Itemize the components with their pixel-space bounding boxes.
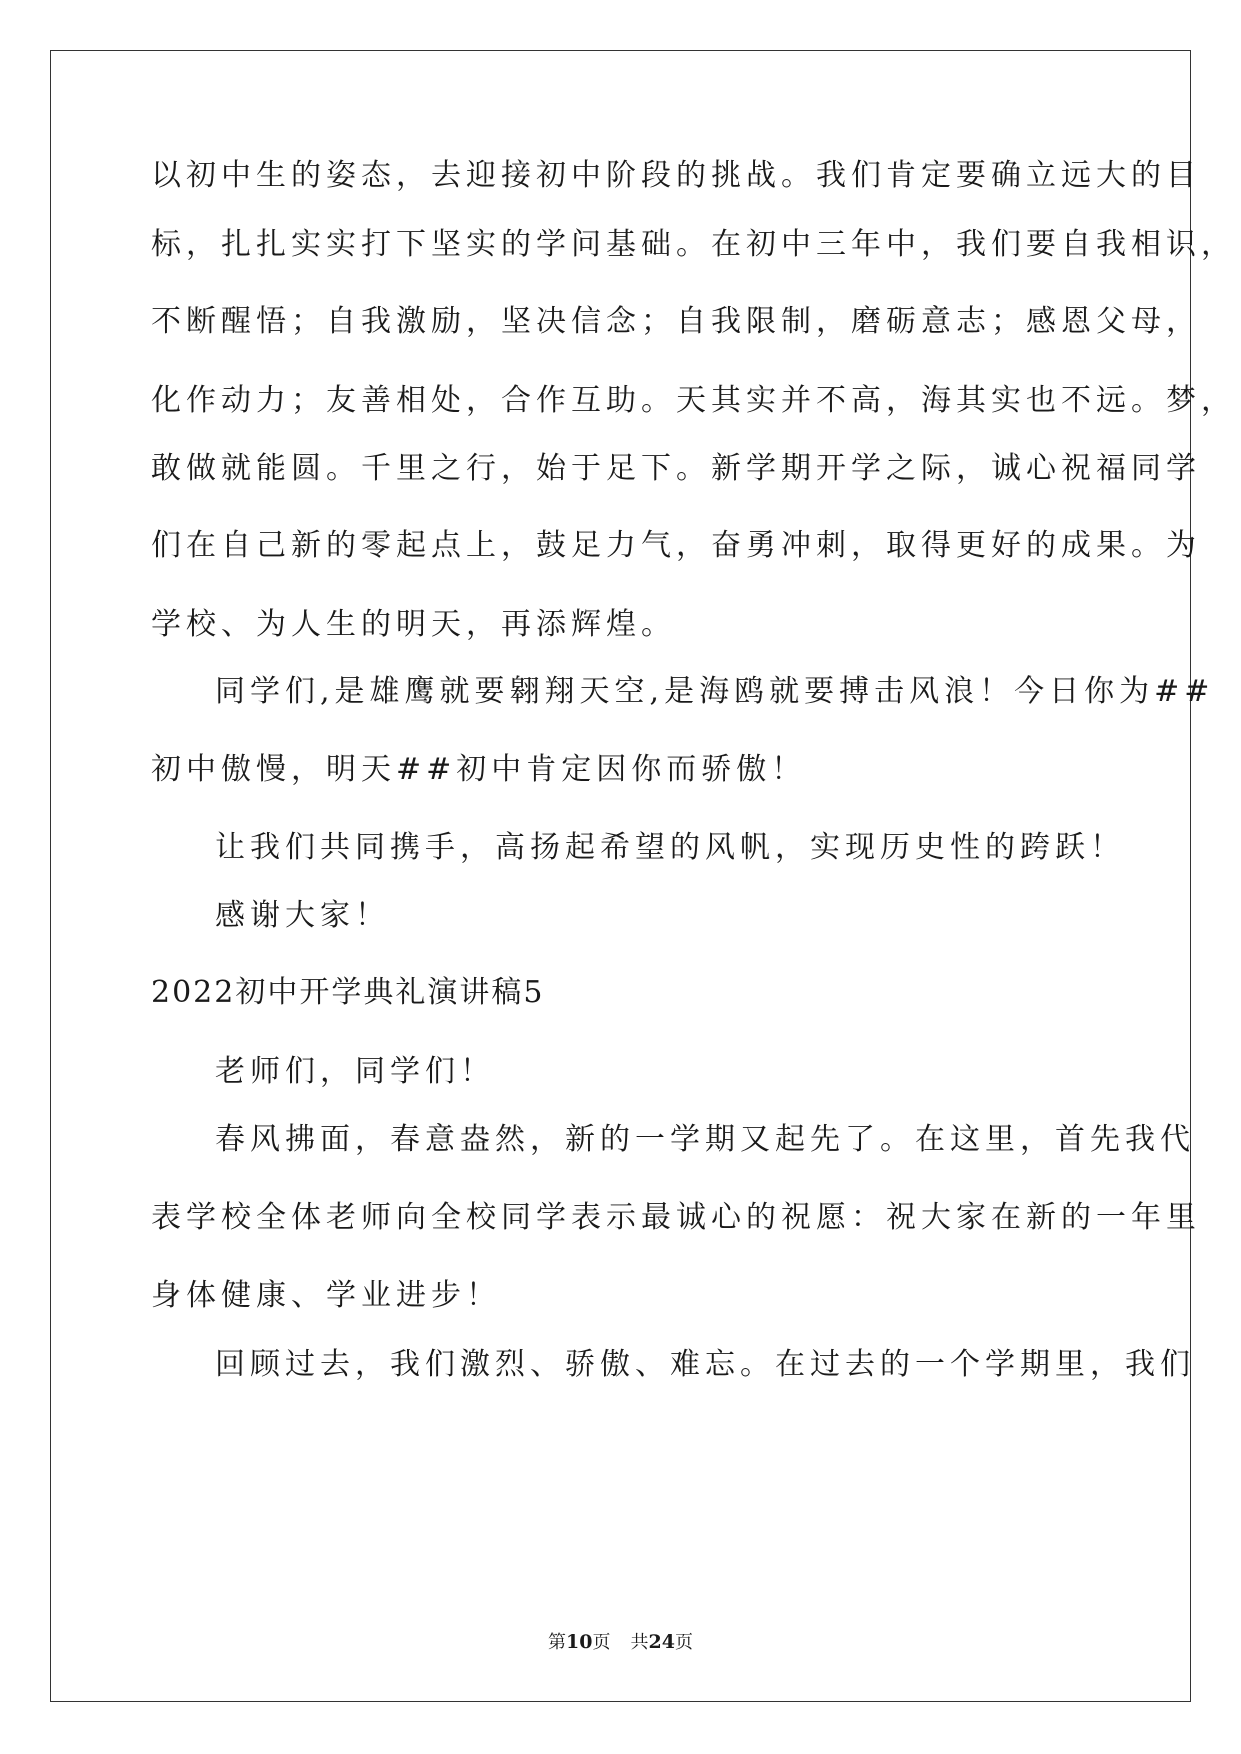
- body-text-line: 让我们共同携手，高扬起希望的风帆，实现历史性的跨跃！: [215, 830, 1125, 865]
- body-text-line: 老师们，同学们！: [215, 1054, 495, 1089]
- body-text-line: 们在自己新的零起点上，鼓足力气，奋勇冲刺，取得更好的成果。为: [151, 528, 1201, 563]
- body-text-line: 春风拂面，春意盎然，新的一学期又起先了。在这里，首先我代: [215, 1122, 1195, 1157]
- body-text-line: 化作动力；友善相处，合作互助。天其实并不高，海其实也不远。梦，: [151, 383, 1236, 418]
- page-footer: [0, 1628, 1241, 1654]
- body-text-line: 同学们,是雄鹰就要翱翔天空,是海鸥就要搏击风浪！今日你为##: [215, 674, 1215, 709]
- body-text-line: 感谢大家！: [215, 898, 390, 933]
- total-pages-number: 24: [648, 1631, 675, 1653]
- body-text-line: 初中傲慢，明天##初中肯定因你而骄傲！: [151, 752, 807, 787]
- footer-prefix: 第: [548, 1632, 567, 1653]
- footer-total-suffix: 页: [674, 1632, 693, 1653]
- body-text-line: 以初中生的姿态，去迎接初中阶段的挑战。我们肯定要确立远大的目: [151, 158, 1201, 193]
- body-text-line: 身体健康、学业进步！: [151, 1278, 501, 1313]
- section-heading: 2022初中开学典礼演讲稿5: [151, 975, 545, 1010]
- body-text-line: 标，扎扎实实打下坚实的学问基础。在初中三年中，我们要自我相识，: [151, 227, 1236, 262]
- footer-total-prefix: 共: [630, 1632, 649, 1653]
- current-page-number: 10: [566, 1631, 593, 1653]
- page-border: [50, 50, 1191, 1702]
- body-text-line: 敢做就能圆。千里之行，始于足下。新学期开学之际，诚心祝福同学: [151, 451, 1201, 486]
- body-text-line: 学校、为人生的明天，再添辉煌。: [151, 607, 676, 642]
- body-text-line: 回顾过去，我们激烈、骄傲、难忘。在过去的一个学期里，我们: [215, 1347, 1195, 1382]
- body-text-line: 不断醒悟；自我激励，坚决信念；自我限制，磨砺意志；感恩父母，: [151, 304, 1201, 339]
- footer-page-suffix: 页: [592, 1632, 611, 1653]
- body-text-line: 表学校全体老师向全校同学表示最诚心的祝愿：祝大家在新的一年里: [151, 1200, 1201, 1235]
